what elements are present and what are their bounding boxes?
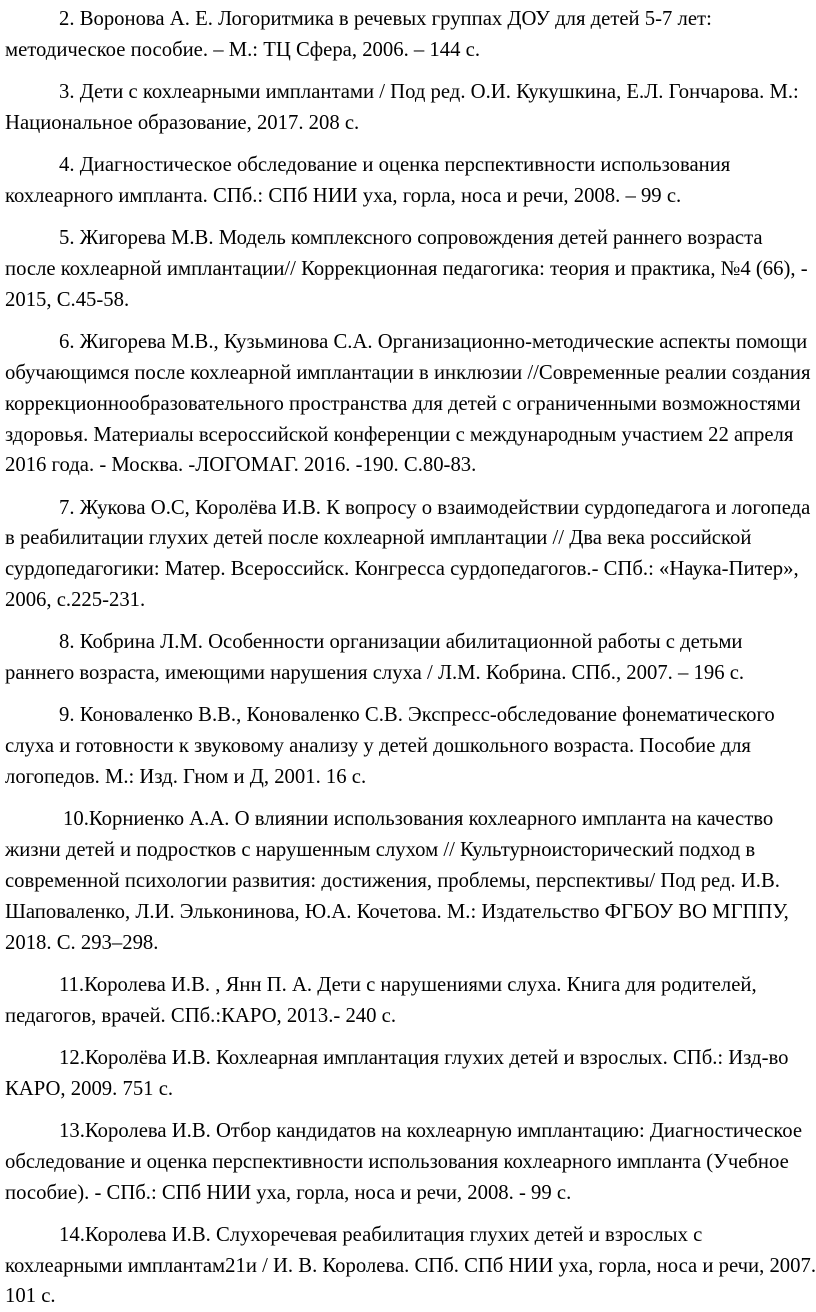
reference-item-7: 7. Жукова О.С, Королёва И.В. К вопросу о взаимодействии сурдопедагога и логопеда в реабилитации глухих детей после кохлеарной имплантации // Два века российской сурдопедагогики: Матер. Всероссийск. Конгресса сурдопедагогов.- СПб.: «Наука-Питер», 2006, с.225-231.	[5, 496, 811, 612]
reference-item-12: 12.Королёва И.В. Кохлеарная имплантация глухих детей и взрослых. СПб.: Изд-во КАРО, 2009. 751 с.	[5, 1046, 789, 1100]
reference-item-10: 10.Корниенко А.А. О влиянии использования кохлеарного импланта на качество жизни детей и подростков с нарушенным слухом // Культурноисторический подход в современной психологии развития: достижения, проблемы, перспективы/ Под ред. И.В. Шаповаленко, Л.И. Эльконинова, Ю.А. Кочетова. М.: Издательство ФГБОУ ВО МГППУ, 2018. С. 293–298.	[5, 808, 789, 954]
reference-item-6: 6. Жигорева М.В., Кузьминова С.А. Организационно-методические аспекты помощи обучающимся после кохлеарной имплантации в инклюзии //Современные реалии создания коррекционнообразовательного пространства для детей с ограниченными возможностями здоровья. Материалы всероссийской конференции с международным участием 22 апреля 2016 года. - Москва. -ЛОГОМАГ. 2016. -190. С.80-83.	[5, 331, 811, 477]
reference-item-5: 5. Жигорева М.В. Модель комплексного сопровождения детей раннего возраста после кохлеарной имплантации// Коррекционная педагогика: теория и практика, №4 (66), - 2015, С.45-58.	[5, 227, 808, 311]
reference-item-13: 13.Королева И.В. Отбор кандидатов на кохлеарную имплантацию: Диагностическое обследование и оценка перспективности использования кохлеарного импланта (Учебное пособие). - СПб.: СПб НИИ уха, горла, носа и речи, 2008. - 99 с.	[5, 1120, 803, 1204]
reference-item-2: 2. Воронова А. Е. Логоритмика в речевых группах ДОУ для детей 5-7 лет: методическое пособие. – М.: ТЦ Сфера, 2006. – 144 с.	[5, 8, 712, 61]
reference-item-14: 14.Королева И.В. Слухоречевая реабилитация глухих детей и взрослых с кохлеарными имплантам21и / И. В. Королева. СПб. СПб НИИ уха, горла, носа и речи, 2007. 101 с.	[5, 1223, 816, 1308]
reference-item-4: 4. Диагностическое обследование и оценка перспективности использования кохлеарного импланта. СПб.: СПб НИИ уха, горла, носа и речи, 2008. – 99 с.	[5, 154, 731, 207]
reference-item-8: 8. Кобрина Л.М. Особенности организации абилитационной работы с детьми раннего возраста, имеющими нарушения слуха / Л.М. Кобрина. СПб., 2007. – 196 с.	[5, 631, 745, 685]
reference-item-3: 3. Дети с кохлеарными имплантами / Под ред. О.И. Кукушкина, Е.Л. Гончарова. М.: Национальное образование, 2017. 208 с.	[5, 81, 799, 134]
reference-item-11: 11.Королева И.В. , Янн П. А. Дети с нарушениями слуха. Книга для родителей, педагогов, врачей. СПб.:КАРО, 2013.- 240 с.	[5, 973, 757, 1027]
reference-item-9: 9. Коноваленко В.В., Коноваленко С.В. Экспресс-обследование фонематического слуха и готовности к звуковому анализу у детей дошкольного возраста. Пособие для логопедов. М.: Изд. Гном и Д, 2001. 16 с.	[5, 704, 775, 789]
